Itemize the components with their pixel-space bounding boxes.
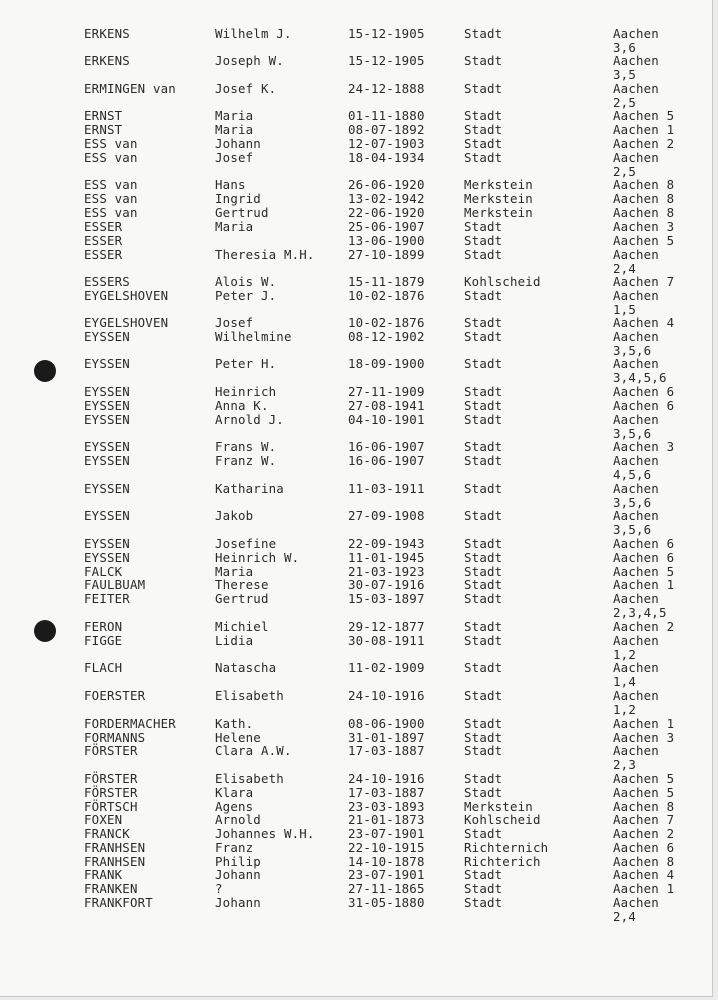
record-place: Stadt (464, 633, 503, 648)
record-date: 15-11-1879 (348, 274, 425, 289)
record-row (0, 356, 712, 385)
record-codes: 2,3,4,5 (613, 604, 667, 620)
record-firstname: Theresia M.H. (215, 247, 315, 262)
record-city: Aachen 8 (613, 799, 675, 814)
record-place: Stadt (464, 619, 503, 634)
record-date: 22-09-1943 (348, 536, 425, 551)
record-surname: FAULBUAM (84, 577, 146, 592)
record-firstname: Heinrich W. (215, 550, 300, 565)
record-row (0, 53, 712, 82)
record-city: Aachen (613, 660, 659, 675)
record-place: Stadt (464, 591, 503, 606)
record-surname: FRANKFORT (84, 895, 153, 910)
record-date: 22-10-1915 (348, 840, 425, 855)
record-city: Aachen (613, 26, 659, 41)
record-place: Stadt (464, 288, 503, 303)
record-surname: EYSSEN (84, 398, 130, 413)
record-codes: 1,4 (613, 673, 636, 689)
record-firstname: Gertrud (215, 205, 269, 220)
record-surname: FORDERMACHER (84, 716, 176, 731)
record-surname: ESSER (84, 219, 123, 234)
record-row (0, 453, 712, 482)
record-row (0, 329, 712, 358)
record-row (0, 537, 712, 551)
record-date: 27-11-1909 (348, 384, 425, 399)
record-city: Aachen 7 (613, 274, 675, 289)
record-city: Aachen (613, 412, 659, 427)
record-date: 16-06-1907 (348, 453, 425, 468)
record-place: Merkstein (464, 191, 533, 206)
record-surname: FERON (84, 619, 123, 634)
record-date: 27-10-1899 (348, 247, 425, 262)
record-date: 11-03-1911 (348, 481, 425, 496)
record-row (0, 399, 712, 413)
record-row (0, 772, 712, 786)
record-surname: ESS van (84, 136, 138, 151)
record-city: Aachen 2 (613, 619, 675, 634)
record-surname: EYSSEN (84, 439, 130, 454)
record-place: Richterich (464, 854, 541, 869)
record-surname: EYSSEN (84, 356, 130, 371)
record-place: Stadt (464, 785, 503, 800)
record-date: 11-01-1945 (348, 550, 425, 565)
record-firstname: Helene (215, 730, 261, 745)
record-city: Aachen 1 (613, 577, 675, 592)
record-firstname: Johannes W.H. (215, 826, 315, 841)
record-city: Aachen (613, 688, 659, 703)
record-date: 30-08-1911 (348, 633, 425, 648)
record-firstname: Johann (215, 895, 261, 910)
record-place: Stadt (464, 771, 503, 786)
record-date: 22-06-1920 (348, 205, 425, 220)
record-surname: ESS van (84, 177, 138, 192)
record-row (0, 660, 712, 689)
record-surname: ERKENS (84, 26, 130, 41)
record-firstname: Franz (215, 840, 254, 855)
record-firstname: Heinrich (215, 384, 277, 399)
record-date: 12-07-1903 (348, 136, 425, 151)
record-firstname: Alois W. (215, 274, 277, 289)
record-row (0, 591, 712, 620)
record-city: Aachen (613, 481, 659, 496)
record-surname: FRANHSEN (84, 854, 146, 869)
record-row (0, 137, 712, 151)
record-firstname: Natascha (215, 660, 277, 675)
record-codes: 1,2 (613, 701, 636, 717)
record-place: Stadt (464, 688, 503, 703)
record-row (0, 895, 712, 924)
record-surname: ERKENS (84, 53, 130, 68)
record-codes: 3,5,6 (613, 521, 652, 537)
record-firstname: Peter H. (215, 356, 277, 371)
record-city: Aachen 5 (613, 771, 675, 786)
record-firstname: Gertrud (215, 591, 269, 606)
record-place: Stadt (464, 743, 503, 758)
record-firstname: Wilhelm J. (215, 26, 292, 41)
record-surname: EYSSEN (84, 329, 130, 344)
record-place: Stadt (464, 895, 503, 910)
record-row (0, 220, 712, 234)
record-place: Stadt (464, 26, 503, 41)
record-city: Aachen 6 (613, 398, 675, 413)
record-firstname: Wilhelmine (215, 329, 292, 344)
record-date: 24-10-1916 (348, 771, 425, 786)
record-surname: EYSSEN (84, 412, 130, 427)
record-date: 10-02-1876 (348, 288, 425, 303)
record-place: Stadt (464, 453, 503, 468)
record-firstname: Johann (215, 867, 261, 882)
record-place: Stadt (464, 439, 503, 454)
record-row (0, 192, 712, 206)
record-firstname: Lidia (215, 633, 254, 648)
record-firstname: Joseph W. (215, 53, 284, 68)
record-codes: 4,5,6 (613, 466, 652, 482)
record-place: Stadt (464, 577, 503, 592)
record-surname: ESS van (84, 205, 138, 220)
record-surname: FALCK (84, 564, 123, 579)
record-city: Aachen 3 (613, 730, 675, 745)
record-row (0, 882, 712, 896)
record-date: 31-01-1897 (348, 730, 425, 745)
record-row (0, 813, 712, 827)
record-row (0, 440, 712, 454)
record-row (0, 481, 712, 510)
record-city: Aachen 3 (613, 219, 675, 234)
record-date: 13-02-1942 (348, 191, 425, 206)
record-firstname: Hans (215, 177, 246, 192)
record-city: Aachen 1 (613, 881, 675, 896)
record-firstname: Franz W. (215, 453, 277, 468)
record-place: Merkstein (464, 799, 533, 814)
record-place: Stadt (464, 329, 503, 344)
record-row (0, 786, 712, 800)
record-surname: ERMINGEN van (84, 81, 176, 96)
record-city: Aachen (613, 895, 659, 910)
record-row (0, 620, 712, 634)
record-codes: 3,5,6 (613, 342, 652, 358)
record-firstname: Johann (215, 136, 261, 151)
record-row (0, 688, 712, 717)
record-city: Aachen (613, 247, 659, 262)
record-city: Aachen 5 (613, 233, 675, 248)
record-codes: 2,3 (613, 756, 636, 772)
record-date: 24-12-1888 (348, 81, 425, 96)
record-place: Stadt (464, 481, 503, 496)
record-row (0, 234, 712, 248)
record-codes: 1,5 (613, 301, 636, 317)
record-date: 26-06-1920 (348, 177, 425, 192)
record-row (0, 551, 712, 565)
record-row (0, 316, 712, 330)
record-firstname: Peter J. (215, 288, 277, 303)
record-place: Stadt (464, 233, 503, 248)
record-place: Stadt (464, 536, 503, 551)
record-row (0, 827, 712, 841)
record-date: 11-02-1909 (348, 660, 425, 675)
record-codes: 2,4 (613, 908, 636, 924)
record-surname: ESSER (84, 247, 123, 262)
record-surname: FLACH (84, 660, 123, 675)
record-city: Aachen (613, 591, 659, 606)
record-date: 23-07-1901 (348, 867, 425, 882)
record-row (0, 178, 712, 192)
record-firstname: Agens (215, 799, 254, 814)
record-row (0, 26, 712, 55)
record-place: Stadt (464, 247, 503, 262)
record-row (0, 123, 712, 137)
record-place: Stadt (464, 53, 503, 68)
record-firstname: Frans W. (215, 439, 277, 454)
record-place: Merkstein (464, 177, 533, 192)
record-date: 15-03-1897 (348, 591, 425, 606)
record-row (0, 743, 712, 772)
record-place: Kohlscheid (464, 812, 541, 827)
record-surname: EYSSEN (84, 536, 130, 551)
record-codes: 1,2 (613, 646, 636, 662)
record-firstname: Maria (215, 564, 254, 579)
record-firstname: Katharina (215, 481, 284, 496)
record-date: 13-06-1900 (348, 233, 425, 248)
record-place: Stadt (464, 881, 503, 896)
record-firstname: Philip (215, 854, 261, 869)
record-firstname: Elisabeth (215, 771, 284, 786)
record-firstname: Michiel (215, 619, 269, 634)
record-surname: ESSER (84, 233, 123, 248)
record-row (0, 150, 712, 179)
record-city: Aachen (613, 288, 659, 303)
record-surname: EYGELSHOVEN (84, 315, 169, 330)
record-date: 17-03-1887 (348, 785, 425, 800)
record-place: Stadt (464, 384, 503, 399)
record-firstname: Arnold (215, 812, 261, 827)
record-row (0, 841, 712, 855)
record-date: 15-12-1905 (348, 26, 425, 41)
record-city: Aachen 6 (613, 840, 675, 855)
record-codes: 2,5 (613, 163, 636, 179)
record-city: Aachen 1 (613, 122, 675, 137)
record-place: Stadt (464, 867, 503, 882)
record-date: 18-04-1934 (348, 150, 425, 165)
record-place: Stadt (464, 660, 503, 675)
record-city: Aachen 4 (613, 867, 675, 882)
record-firstname: Klara (215, 785, 254, 800)
record-date: 15-12-1905 (348, 53, 425, 68)
record-row (0, 385, 712, 399)
record-codes: 2,4 (613, 260, 636, 276)
record-date: 08-12-1902 (348, 329, 425, 344)
record-date: 29-12-1877 (348, 619, 425, 634)
record-city: Aachen 5 (613, 108, 675, 123)
record-codes: 3,4,5,6 (613, 369, 667, 385)
record-city: Aachen 2 (613, 136, 675, 151)
record-city: Aachen (613, 329, 659, 344)
record-firstname: Arnold J. (215, 412, 284, 427)
record-firstname: Josef K. (215, 81, 277, 96)
record-city: Aachen (613, 508, 659, 523)
record-surname: FRANCK (84, 826, 130, 841)
record-date: 31-05-1880 (348, 895, 425, 910)
record-date: 10-02-1876 (348, 315, 425, 330)
record-surname: ESS van (84, 150, 138, 165)
record-city: Aachen (613, 633, 659, 648)
record-place: Stadt (464, 412, 503, 427)
record-date: 04-10-1901 (348, 412, 425, 427)
record-surname: FÖRTSCH (84, 799, 138, 814)
record-surname: FÖRSTER (84, 785, 138, 800)
record-firstname: Jakob (215, 508, 254, 523)
record-place: Stadt (464, 564, 503, 579)
record-city: Aachen (613, 356, 659, 371)
record-place: Stadt (464, 826, 503, 841)
record-codes: 3,5 (613, 66, 636, 82)
record-surname: FIGGE (84, 633, 123, 648)
record-place: Stadt (464, 315, 503, 330)
record-city: Aachen (613, 743, 659, 758)
record-date: 21-03-1923 (348, 564, 425, 579)
record-surname: FÖRSTER (84, 771, 138, 786)
record-surname: FORMANNS (84, 730, 146, 745)
record-place: Stadt (464, 356, 503, 371)
record-place: Stadt (464, 508, 503, 523)
record-row (0, 275, 712, 289)
record-city: Aachen 8 (613, 191, 675, 206)
record-place: Richternich (464, 840, 549, 855)
record-firstname: Josef (215, 315, 254, 330)
record-date: 24-10-1916 (348, 688, 425, 703)
record-city: Aachen (613, 453, 659, 468)
record-date: 01-11-1880 (348, 108, 425, 123)
record-place: Stadt (464, 150, 503, 165)
record-firstname: Maria (215, 108, 254, 123)
record-date: 27-09-1908 (348, 508, 425, 523)
record-row (0, 508, 712, 537)
record-row (0, 578, 712, 592)
record-place: Kohlscheid (464, 274, 541, 289)
record-date: 14-10-1878 (348, 854, 425, 869)
record-firstname: Clara A.W. (215, 743, 292, 758)
record-surname: FRANKEN (84, 881, 138, 896)
record-date: 27-11-1865 (348, 881, 425, 896)
record-date: 08-06-1900 (348, 716, 425, 731)
record-codes: 3,5,6 (613, 494, 652, 510)
record-row (0, 288, 712, 317)
record-row (0, 247, 712, 276)
record-surname: EYSSEN (84, 481, 130, 496)
record-surname: EYSSEN (84, 508, 130, 523)
record-surname: ERNST (84, 108, 123, 123)
record-surname: FOERSTER (84, 688, 146, 703)
record-city: Aachen 4 (613, 315, 675, 330)
record-place: Stadt (464, 136, 503, 151)
record-firstname: ? (215, 881, 223, 896)
record-row (0, 109, 712, 123)
record-codes: 3,6 (613, 39, 636, 55)
record-firstname: Kath. (215, 716, 254, 731)
record-city: Aachen 7 (613, 812, 675, 827)
record-surname: ERNST (84, 122, 123, 137)
record-date: 21-01-1873 (348, 812, 425, 827)
record-date: 23-03-1893 (348, 799, 425, 814)
record-date: 08-07-1892 (348, 122, 425, 137)
record-firstname: Maria (215, 122, 254, 137)
record-place: Stadt (464, 716, 503, 731)
record-codes: 3,5,6 (613, 425, 652, 441)
record-firstname: Anna K. (215, 398, 269, 413)
record-city: Aachen 3 (613, 439, 675, 454)
record-row (0, 633, 712, 662)
record-surname: ESS van (84, 191, 138, 206)
record-date: 18-09-1900 (348, 356, 425, 371)
record-place: Stadt (464, 730, 503, 745)
record-place: Stadt (464, 108, 503, 123)
record-surname: FOXEN (84, 812, 123, 827)
record-city: Aachen 5 (613, 564, 675, 579)
record-city: Aachen 8 (613, 205, 675, 220)
record-city: Aachen (613, 53, 659, 68)
record-firstname: Therese (215, 577, 269, 592)
record-city: Aachen 1 (613, 716, 675, 731)
record-city: Aachen 5 (613, 785, 675, 800)
record-place: Merkstein (464, 205, 533, 220)
record-city: Aachen 6 (613, 384, 675, 399)
record-city: Aachen 6 (613, 550, 675, 565)
record-city: Aachen (613, 150, 659, 165)
record-firstname: Elisabeth (215, 688, 284, 703)
record-surname: EYGELSHOVEN (84, 288, 169, 303)
record-surname: FRANHSEN (84, 840, 146, 855)
record-firstname: Maria (215, 219, 254, 234)
record-surname: EYSSEN (84, 550, 130, 565)
record-surname: FÖRSTER (84, 743, 138, 758)
record-city: Aachen (613, 81, 659, 96)
record-place: Stadt (464, 122, 503, 137)
record-date: 27-08-1941 (348, 398, 425, 413)
record-date: 25-06-1907 (348, 219, 425, 234)
record-city: Aachen 2 (613, 826, 675, 841)
record-city: Aachen 8 (613, 177, 675, 192)
record-place: Stadt (464, 398, 503, 413)
record-date: 16-06-1907 (348, 439, 425, 454)
record-firstname: Ingrid (215, 191, 261, 206)
record-city: Aachen 6 (613, 536, 675, 551)
record-surname: FEITER (84, 591, 130, 606)
record-surname: EYSSEN (84, 453, 130, 468)
record-row (0, 81, 712, 110)
record-row (0, 206, 712, 220)
record-firstname: Josef (215, 150, 254, 165)
record-date: 23-07-1901 (348, 826, 425, 841)
record-city: Aachen 8 (613, 854, 675, 869)
record-codes: 2,5 (613, 94, 636, 110)
record-surname: ESSERS (84, 274, 130, 289)
record-place: Stadt (464, 550, 503, 565)
record-row (0, 868, 712, 882)
record-surname: FRANK (84, 867, 123, 882)
record-surname: EYSSEN (84, 384, 130, 399)
record-row (0, 717, 712, 731)
record-place: Stadt (464, 81, 503, 96)
record-date: 30-07-1916 (348, 577, 425, 592)
record-row (0, 412, 712, 441)
record-place: Stadt (464, 219, 503, 234)
record-date: 17-03-1887 (348, 743, 425, 758)
record-firstname: Josefine (215, 536, 277, 551)
